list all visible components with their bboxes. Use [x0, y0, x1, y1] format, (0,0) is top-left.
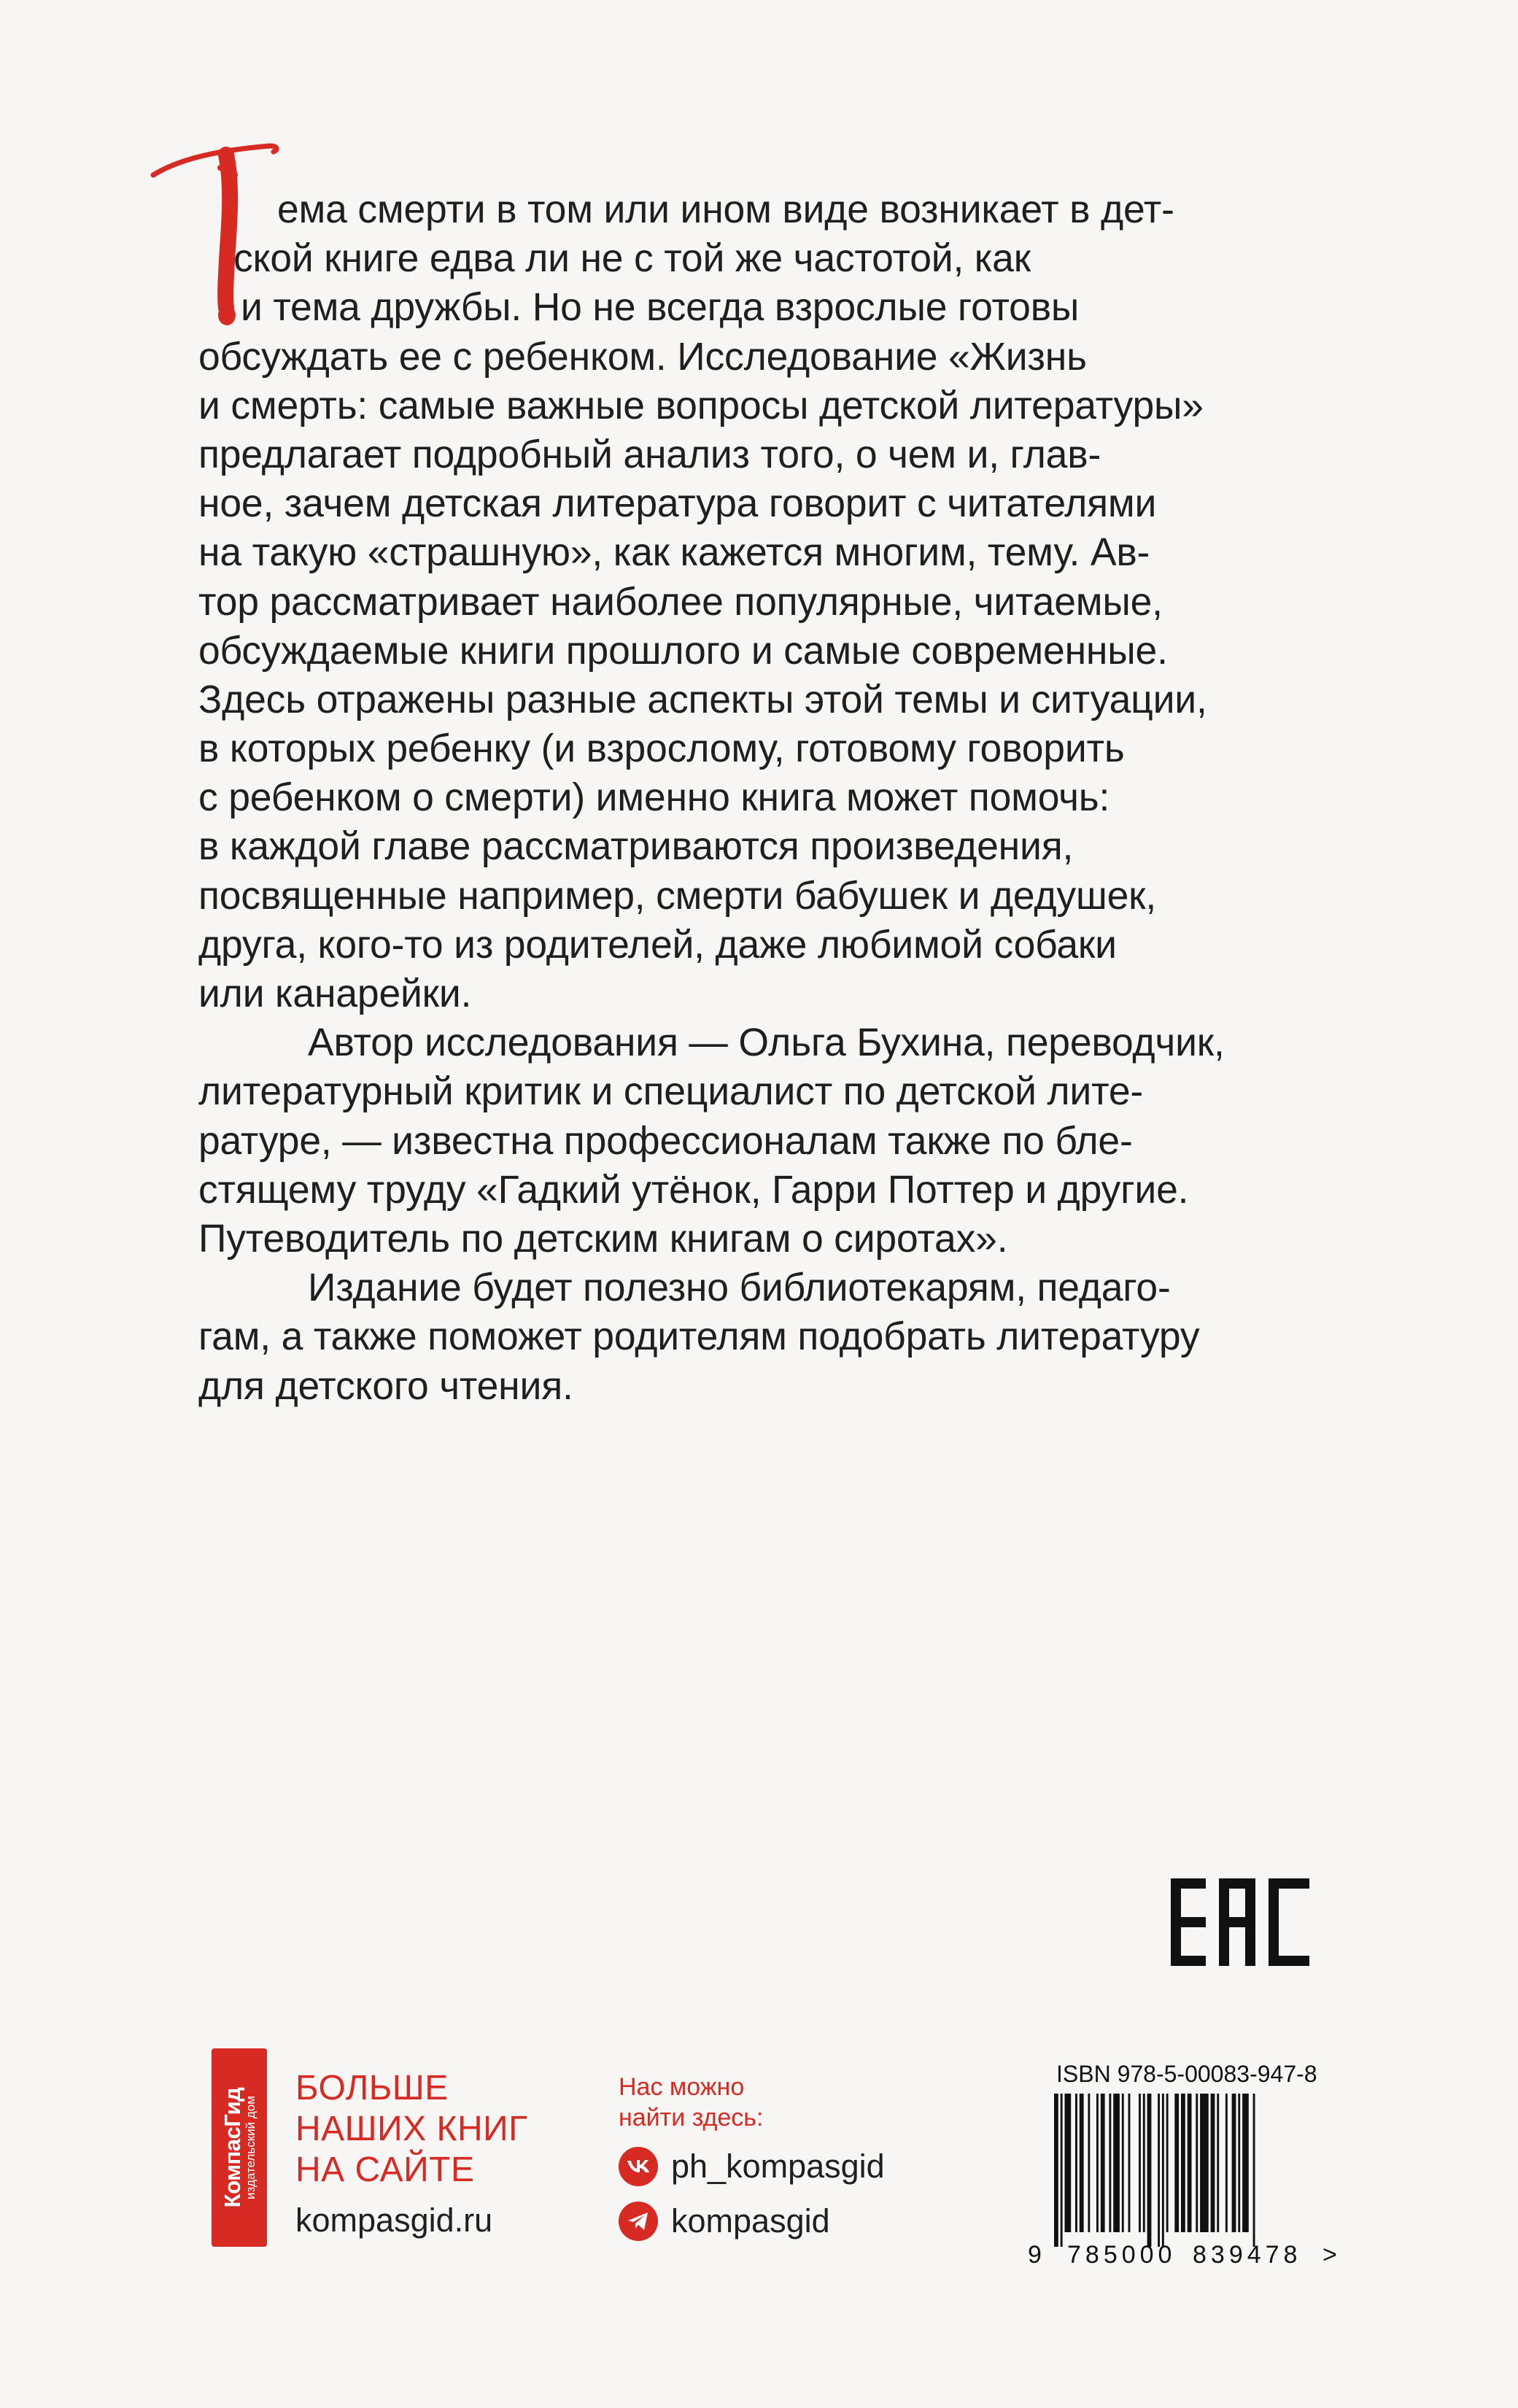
publisher-logo[interactable]: [212, 2048, 267, 2247]
barcode-bar: [1088, 2094, 1090, 2232]
publisher-site-link[interactable]: kompasgid.ru: [295, 2202, 493, 2239]
more-books-heading: БОЛЬШЕ НАШИХ КНИГ НА САЙТЕ: [295, 2069, 528, 2189]
text-line: ской книге едва ли не с той же частотой, как: [233, 237, 1031, 281]
barcode-bar: [1196, 2094, 1198, 2232]
barcode-bar: [1225, 2094, 1228, 2232]
text-line: на такую «страшную», как кажется многим, тему. Ав-: [198, 531, 1150, 575]
text-line: стящему труду «Гадкий утёнок, Гарри Поттер и другие.: [198, 1168, 1189, 1212]
vk-handle: ph_kompasgid: [671, 2148, 885, 2185]
isbn-barcode: [1018, 2094, 1339, 2269]
barcode-bar: [1158, 2094, 1160, 2247]
vk-link[interactable]: [619, 2145, 885, 2188]
barcode-digits-right: 839478: [1193, 2241, 1302, 2269]
barcode-bar: [1113, 2094, 1120, 2232]
text-line: гам, а также поможет родителям подобрать литературу: [198, 1315, 1200, 1359]
logo-title: КомпасГид: [220, 2087, 245, 2208]
isbn-number: ISBN 978-5-00083-947-8: [1056, 2061, 1317, 2087]
barcode-bar: [1075, 2094, 1077, 2232]
text-line: тор рассматривает наиболее популярные, читаемые,: [198, 580, 1163, 624]
barcode-bar: [1122, 2094, 1124, 2232]
text-line: или канарейки.: [198, 972, 472, 1015]
barcode-quiet-mark: >: [1323, 2241, 1337, 2269]
barcode-bar: [1253, 2094, 1255, 2247]
text-line: литературный критик и специалист по детской лите-: [198, 1070, 1143, 1114]
text-line: в которых ребенку (и взрослому, готовому говорить: [198, 727, 1125, 771]
barcode-bar: [1181, 2094, 1185, 2232]
text-line: и тема дружбы. Но не всегда взрослые готовы: [241, 286, 1080, 330]
barcode-bar: [1109, 2094, 1111, 2232]
barcode-bar: [1096, 2094, 1099, 2232]
barcode-bar: [1242, 2094, 1249, 2232]
barcode-bar: [1188, 2094, 1192, 2232]
barcode-bar: [1054, 2094, 1058, 2247]
logo-subtitle: издательский дом: [244, 2096, 257, 2199]
barcode-bar: [1143, 2094, 1145, 2232]
barcode-bar: [1217, 2094, 1219, 2232]
text-line: Издание будет полезно библиотекарям, педаго-: [308, 1266, 1171, 1310]
text-line: Автор исследования — Ольга Бухина, переводчик,: [308, 1021, 1225, 1065]
text-line: обсуждаемые книги прошлого и самые современные.: [198, 629, 1168, 673]
text-line: обсуждать ее с ребенком. Исследование «Жизнь: [198, 335, 1087, 379]
barcode-bar: [1147, 2094, 1152, 2247]
barcode-bar: [1065, 2094, 1072, 2232]
barcode-bar: [1080, 2094, 1084, 2232]
eac-mark: [1171, 1878, 1309, 1966]
text-line: с ребенком о смерти) именно книга может помочь:: [198, 776, 1110, 820]
barcode-bar: [1238, 2094, 1240, 2232]
text-line: для детского чтения.: [198, 1364, 573, 1408]
barcode-bar: [1200, 2094, 1209, 2232]
barcode-bar: [1166, 2094, 1169, 2232]
text-line: посвященные например, смерти бабушек и дедушек,: [198, 874, 1157, 918]
telegram-link[interactable]: [619, 2199, 830, 2243]
find-us-heading: Нас можно найти здесь:: [619, 2073, 764, 2132]
text-line: Здесь отражены разные аспекты этой темы и ситуации,: [198, 678, 1207, 721]
barcode-bar: [1128, 2094, 1131, 2232]
barcode-bar: [1139, 2094, 1141, 2232]
barcode-bar: [1061, 2094, 1063, 2247]
annotation-text: [198, 185, 1336, 1411]
barcode-digit-first: 9: [1028, 2241, 1042, 2269]
barcode-digits-left: 785000: [1067, 2241, 1177, 2269]
text-line: друга, кого-то из родителей, даже любимой собаки: [198, 923, 1117, 967]
text-line: в каждой главе рассматриваются произведения,: [198, 825, 1074, 869]
text-line: ное, зачем детская литература говорит с читателями: [198, 482, 1157, 526]
text-line: предлагает подробный анализ того, о чем и, глав-: [198, 433, 1101, 476]
barcode-bar: [1232, 2094, 1236, 2232]
barcode-bar: [1162, 2094, 1164, 2247]
barcode-bar: [1211, 2094, 1215, 2232]
text-line: и смерть: самые важные вопросы детской литературы»: [198, 384, 1204, 427]
text-line: ема смерти в том или ином виде возникает в дет-: [277, 188, 1174, 231]
text-line: ратуре, — известна профессионалам также по бле-: [198, 1119, 1133, 1163]
text-line: Путеводитель по детским книгам о сиротах».: [198, 1217, 1008, 1261]
telegram-handle: kompasgid: [671, 2202, 830, 2239]
barcode-bar: [1174, 2094, 1179, 2232]
telegram-icon: [619, 2202, 658, 2241]
vk-icon: [619, 2147, 658, 2186]
barcode-bar: [1101, 2094, 1105, 2232]
